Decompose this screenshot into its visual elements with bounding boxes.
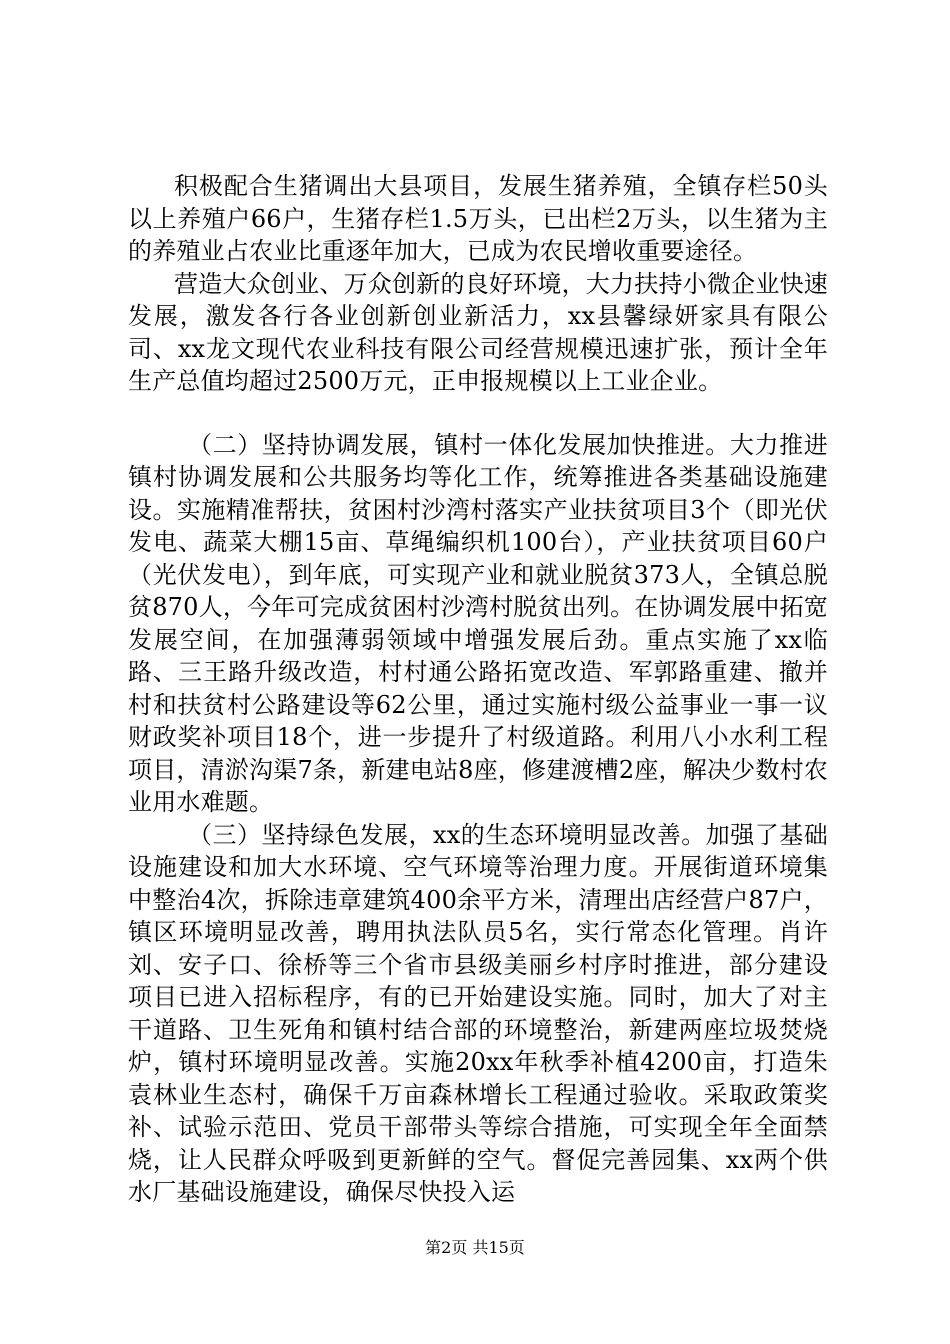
paragraph-green-development: （三）坚持绿色发展，xx的生态环境明显改善。加强了基础设施建设和加大水环境、空气环境等治理力度。开展街道环境集中整治4次，拆除违章建筑400余平方米，清理出店经营户87户，镇区环境明显改善，聘用执法队员5名，实行常态化管理。肖许刘、安子口、徐桥等三个省市县级美丽乡村序时推进，部分建设项目已进入招标程序，有的已开始建设实施。同时，加大了对主干道路、卫生死角和镇村结合部的环境整治，新建两座垃圾焚烧炉，镇村环境明显改善。实施20xx年秋季补植4200亩，打造朱袁林业生态村，确保千万亩森林增长工程通过验收。采取政策奖补、试验示范田、党员干部带头等综合措施，可实现全年全面禁烧，让人民群众呼吸到更新鲜的空气。督促完善园集、xx两个供水厂基础设施建设，确保尽快投入运	[128, 820, 828, 1206]
document-body	[128, 170, 828, 1209]
paragraph-pig-farming: 积极配合生猪调出大县项目，发展生猪养殖，全镇存栏50头以上养殖户66户，生猪存栏1.5万头，已出栏2万头，以生猪为主的养殖业占农业比重逐年加大，已成为农民增收重要途径。	[128, 172, 828, 265]
paragraph-gap	[128, 398, 828, 429]
paragraph-coordinated-development: （二）坚持协调发展，镇村一体化发展加快推进。大力推进镇村协调发展和公共服务均等化工作，统筹推进各类基础设施建设。实施精准帮扶，贫困村沙湾村落实产业扶贫项目3个（即光伏发电、蔬菜大棚15亩、草绳编织机100台），产业扶贫项目60户（光伏发电），到年底，可实现产业和就业脱贫373人，全镇总脱贫870人，今年可完成贫困村沙湾村脱贫出列。在协调发展中拓宽发展空间，在加强薄弱领域中增强发展后劲。重点实施了xx临路、三王路升级改造，村村通公路拓宽改造、军郭路重建、撤并村和扶贫村公路建设等62公里，通过实施村级公益事业一事一议财政奖补项目18个，进一步提升了村级道路。利用八小水利工程项目，清淤沟渠7条，新建电站8座，修建渡槽2座，解决少数村农业用水难题。	[128, 430, 828, 816]
page-footer	[0, 1238, 950, 1258]
page-number: 第2页 共15页	[425, 1238, 525, 1257]
paragraph-entrepreneurship: 营造大众创业、万众创新的良好环境，大力扶持小微企业快速发展，激发各行各业创新创业新活力，xx县馨绿妍家具有限公司、xx龙文现代农业科技有限公司经营规模迅速扩张，预计全年生产总值均超过2500万元，正申报规模以上工业企业。	[128, 269, 828, 395]
